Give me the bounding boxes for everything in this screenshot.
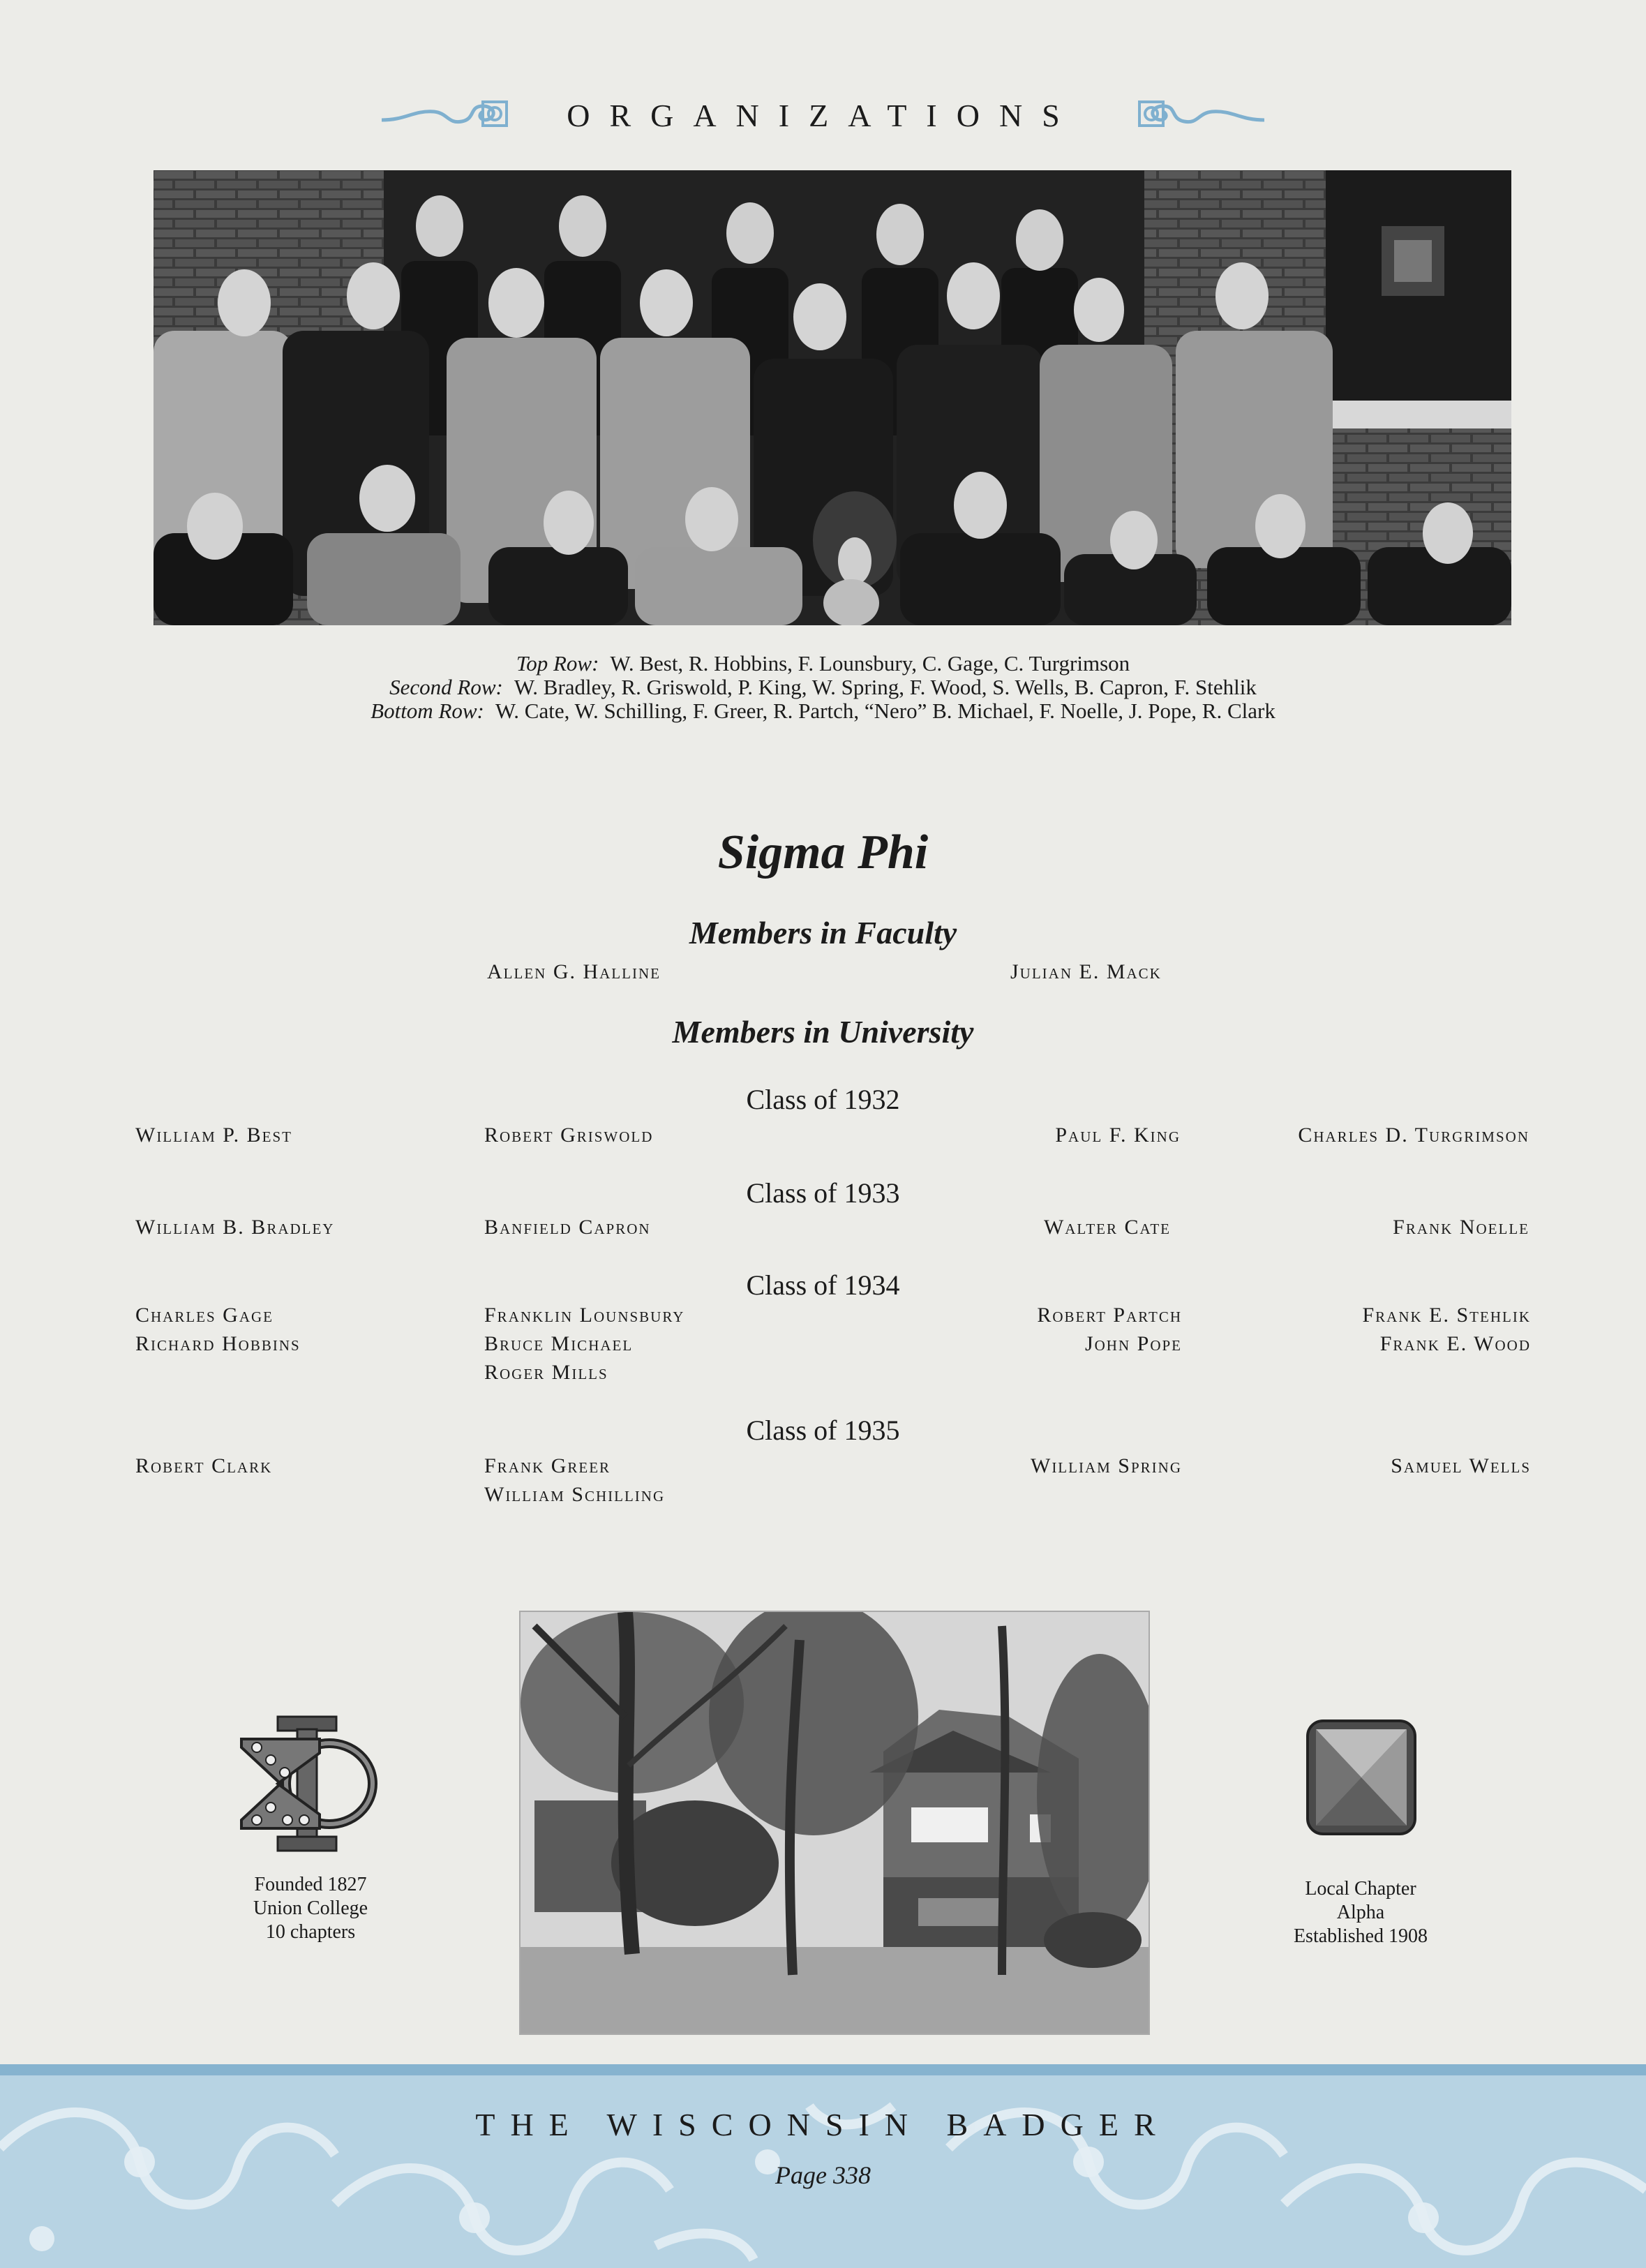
member-name: Bruce Michael — [484, 1332, 634, 1355]
established-text: Established 1908 — [1293, 1925, 1428, 1947]
publication-title: THE WISCONSIN BADGER — [475, 2107, 1171, 2142]
member-name: Frank E. Wood — [1379, 1332, 1531, 1355]
member-name: Richard Hobbins — [135, 1332, 301, 1355]
class-heading: Class of 1933 — [746, 1177, 900, 1209]
member-name: Franklin Lounsbury — [484, 1304, 685, 1327]
founded-text: Founded 1827 — [254, 1874, 367, 1895]
chapter-info — [1256, 1877, 1465, 1948]
member-name: Frank E. Stehlik — [1362, 1304, 1531, 1327]
class-heading: Class of 1932 — [746, 1084, 900, 1115]
college-text: Union College — [253, 1897, 368, 1919]
crest-info — [209, 1873, 412, 1944]
caption-bottom-row: Bottom Row: W. Cate, W. Schilling, F. Greer, R. Partch, “Nero” B. Michael, F. Noelle, J. Pope, R. Clark — [371, 699, 1275, 723]
chapter-name-text: Alpha — [1336, 1902, 1385, 1923]
class-heading: Class of 1935 — [746, 1415, 900, 1446]
member-name: William Spring — [1031, 1454, 1182, 1477]
member-name: William P. Best — [135, 1124, 292, 1147]
member-name: Robert Clark — [135, 1454, 273, 1477]
faculty-member: Julian E. Mack — [1010, 960, 1162, 983]
organization-title: Sigma Phi — [717, 826, 929, 879]
member-name: Frank Noelle — [1393, 1216, 1529, 1239]
chapter-house-photo — [519, 1611, 1150, 2035]
group-photo — [154, 170, 1511, 625]
member-name: Banfield Capron — [484, 1216, 651, 1239]
university-heading: Members in University — [672, 1014, 974, 1050]
member-name: Charles D. Turgrimson — [1298, 1124, 1529, 1147]
member-name: Roger Mills — [484, 1361, 608, 1384]
faculty-heading: Members in Faculty — [689, 915, 957, 950]
member-name: Frank Greer — [484, 1454, 611, 1477]
class-heading: Class of 1934 — [746, 1269, 900, 1301]
member-name: William B. Bradley — [135, 1216, 335, 1239]
chapters-text: 10 chapters — [265, 1921, 356, 1943]
member-name: Paul F. King — [1055, 1124, 1181, 1147]
member-name: John Pope — [1084, 1332, 1182, 1355]
faculty-member: Allen G. Halline — [487, 960, 661, 983]
page-number: Page 338 — [775, 2161, 871, 2189]
member-name: Robert Griswold — [484, 1124, 654, 1147]
member-name: William Schilling — [484, 1483, 666, 1506]
sigma-phi-crest-icon — [236, 1715, 378, 1852]
member-name: Samuel Wells — [1391, 1454, 1531, 1477]
left-flourish-icon — [378, 98, 511, 133]
local-chapter-text: Local Chapter — [1305, 1878, 1416, 1900]
member-name: Robert Partch — [1037, 1304, 1182, 1327]
page-header — [0, 91, 1646, 140]
right-flourish-icon — [1135, 98, 1268, 133]
section-title: ORGANIZATIONS — [567, 97, 1079, 133]
chapter-shield-icon — [1305, 1718, 1418, 1837]
member-name: Charles Gage — [135, 1304, 274, 1327]
member-name: Walter Cate — [1043, 1216, 1171, 1239]
caption-second-row: Second Row: W. Bradley, R. Griswold, P. King, W. Spring, F. Wood, S. Wells, B. Capron, F. Stehlik — [389, 675, 1257, 699]
caption-top-row: Top Row: W. Best, R. Hobbins, F. Lounsbury, C. Gage, C. Turgrimson — [516, 651, 1130, 676]
